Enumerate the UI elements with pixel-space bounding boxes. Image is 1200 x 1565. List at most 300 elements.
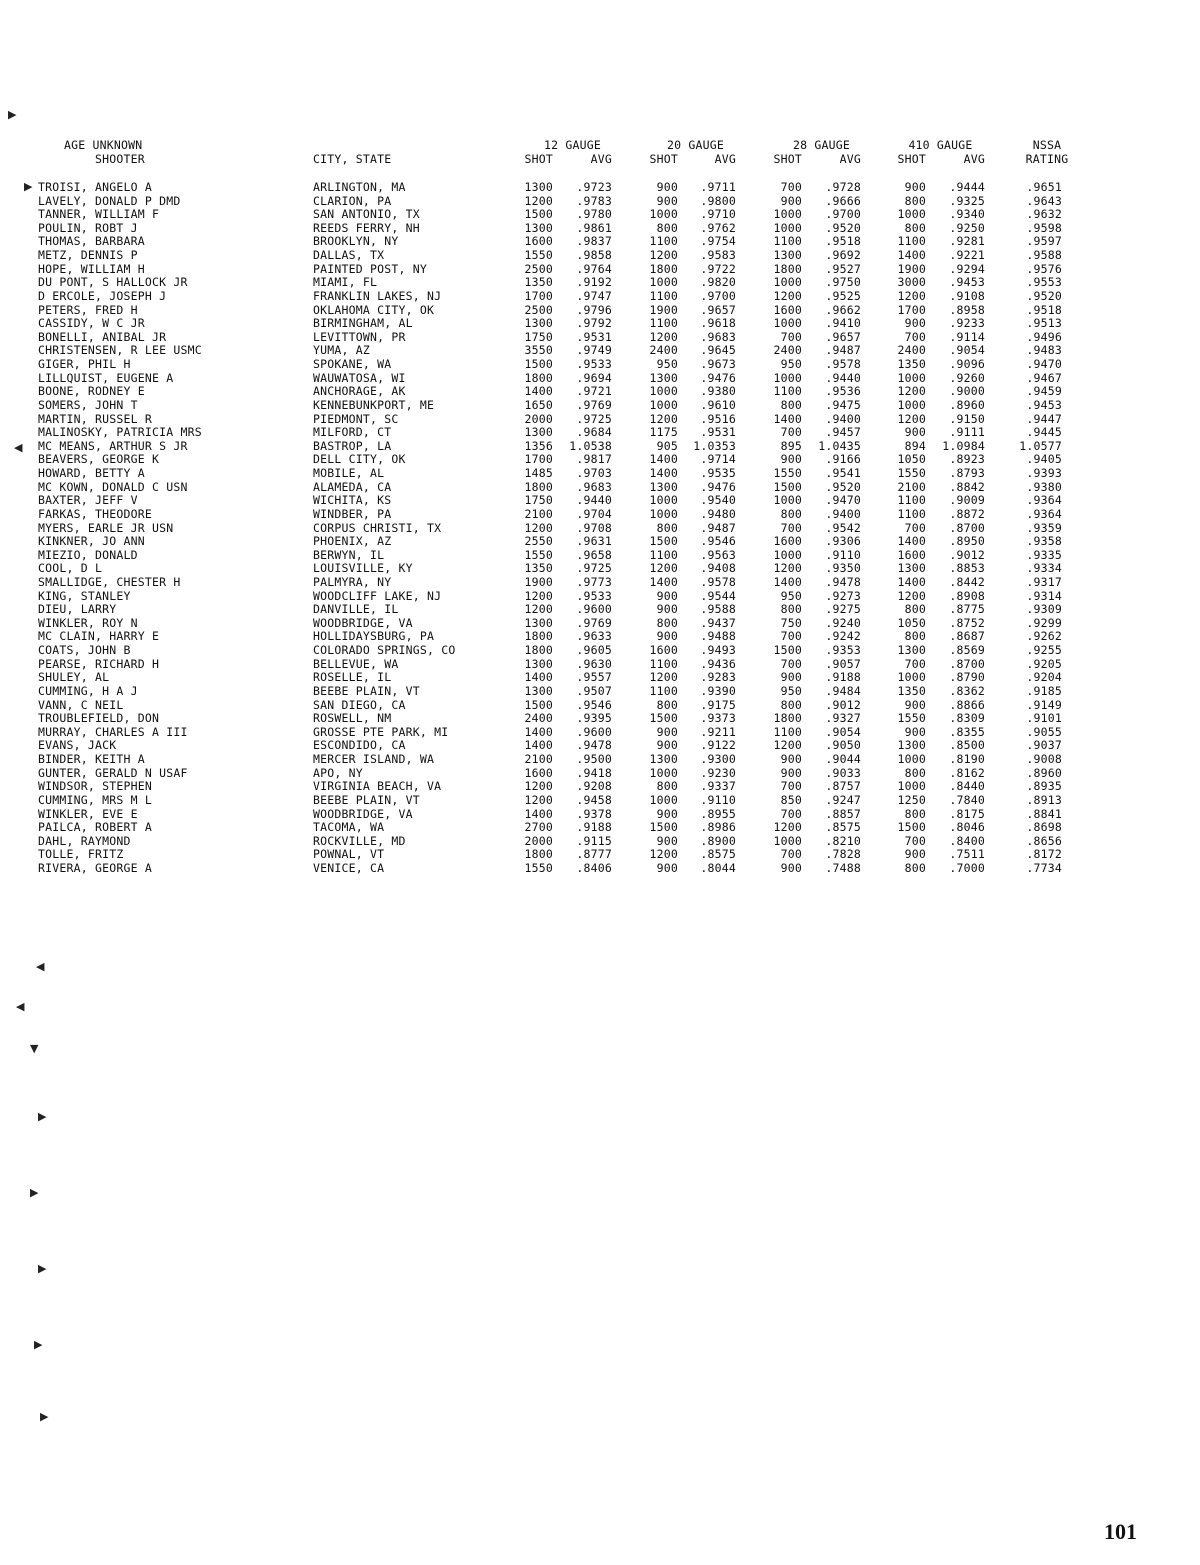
410-gauge-shot: 1550 [897, 711, 926, 726]
410-gauge-shot: 1550 [897, 466, 926, 481]
20-gauge-shot: 1300 [649, 370, 678, 385]
city-state: MILFORD, CT [313, 425, 392, 440]
28-gauge-shot: 1300 [773, 248, 802, 263]
20-gauge-shot: 900 [656, 833, 678, 848]
410-gauge-shot: 1000 [897, 752, 926, 767]
scan-mark: ▶ [34, 1338, 43, 1351]
12-gauge-avg: .9725 [576, 561, 612, 576]
shooter-name: TROISI, ANGELO A [38, 180, 152, 194]
410-gauge-avg: .9054 [949, 343, 985, 358]
28-gauge-avg: .7488 [825, 861, 861, 875]
28-gauge-avg: .9728 [825, 180, 861, 194]
28-gauge-avg: .9750 [825, 275, 861, 290]
28-gauge-shot: 1000 [773, 207, 802, 222]
410-gauge-avg: .9114 [949, 329, 985, 344]
shooter-name: DAHL, RAYMOND [38, 833, 131, 848]
12-gauge-shot: 1600 [524, 765, 553, 780]
scan-mark: ▶ [8, 108, 17, 121]
shooter-name: DIEU, LARRY [38, 602, 117, 617]
nssa-rating: .9149 [1026, 697, 1062, 712]
12-gauge-avg: .9764 [576, 261, 612, 276]
12-gauge-shot: 1485 [524, 466, 553, 481]
table-row [0, 549, 1200, 563]
12-gauge-avg: .9780 [576, 207, 612, 222]
nssa-rating: 1.0577 [1019, 438, 1062, 453]
410-gauge-shot: 1000 [897, 779, 926, 794]
table-row [0, 181, 1200, 195]
12-gauge-shot: 1700 [524, 288, 553, 303]
28-gauge-shot: 950 [780, 683, 802, 698]
410-gauge-avg: .8700 [949, 520, 985, 535]
410-gauge-shot: 900 [904, 316, 926, 331]
12-gauge-avg: .8406 [576, 861, 612, 875]
scan-mark: ◀ [14, 441, 23, 454]
12-gauge-avg: .9208 [576, 779, 612, 794]
12-gauge-avg: .9546 [576, 697, 612, 712]
city-state: BIRMINGHAM, AL [313, 316, 413, 331]
20-gauge-avg: .8044 [700, 861, 736, 875]
28-gauge-avg: .9470 [825, 493, 861, 508]
12-gauge-avg: .9500 [576, 752, 612, 767]
28-gauge-avg: .9166 [825, 452, 861, 467]
410-gauge-avg: .8842 [949, 479, 985, 494]
20-gauge-shot: 900 [656, 724, 678, 739]
12-gauge-avg: .9703 [576, 466, 612, 481]
20-gauge-avg: .9436 [700, 656, 736, 671]
28-gauge-shot: 750 [780, 615, 802, 630]
20-gauge-shot: 1900 [649, 302, 678, 317]
410-gauge-avg: 1.0984 [942, 438, 985, 453]
shooter-name: CHRISTENSEN, R LEE USMC [38, 343, 202, 358]
20-gauge-avg: .9535 [700, 466, 736, 481]
410-gauge-shot: 800 [904, 806, 926, 821]
20-gauge-avg: .9710 [700, 207, 736, 222]
28-gauge-avg: .9054 [825, 724, 861, 739]
scan-mark: ▶ [30, 1186, 39, 1199]
nssa-rating: .9453 [1026, 397, 1062, 412]
shooter-name: KING, STANLEY [38, 588, 131, 603]
shooter-name: METZ, DENNIS P [38, 248, 138, 263]
28-gauge-avg: .9692 [825, 248, 861, 263]
20-gauge-avg: .9714 [700, 452, 736, 467]
scan-mark: ▶ [38, 1110, 47, 1123]
nssa-rating: .9299 [1026, 615, 1062, 630]
410-gauge-shot: 1000 [897, 370, 926, 385]
20-gauge-shot: 1000 [649, 765, 678, 780]
12-gauge-shot: 1700 [524, 452, 553, 467]
28-gauge-avg: .9242 [825, 629, 861, 644]
nssa-rating: .9037 [1026, 738, 1062, 753]
410-gauge-avg: .8950 [949, 534, 985, 549]
12-gauge-avg: .9861 [576, 220, 612, 235]
410-gauge-shot: 1100 [897, 493, 926, 508]
28-gauge-shot: 1550 [773, 466, 802, 481]
410-gauge-shot: 1350 [897, 357, 926, 372]
shooter-name: MALINOSKY, PATRICIA MRS [38, 425, 202, 440]
12-gauge-avg: .9704 [576, 506, 612, 521]
410-gauge-shot: 800 [904, 629, 926, 644]
28-gauge-avg: .9520 [825, 220, 861, 235]
28-gauge-shot: 1100 [773, 384, 802, 399]
410-gauge-avg: .9096 [949, 357, 985, 372]
city-state: CORPUS CHRISTI, TX [313, 520, 442, 535]
28-gauge-shot: 700 [780, 329, 802, 344]
shooter-name: WINDSOR, STEPHEN [38, 779, 152, 794]
shooter-name: KINKNER, JO ANN [38, 534, 145, 549]
12-gauge-avg-header: AVG [590, 152, 612, 166]
12-gauge-avg: .9395 [576, 711, 612, 726]
28-gauge-shot: 950 [780, 588, 802, 603]
12-gauge-avg: .9533 [576, 357, 612, 372]
12-gauge-shot: 1550 [524, 861, 553, 875]
table-row [0, 372, 1200, 386]
12-gauge-shot: 2500 [524, 261, 553, 276]
410-gauge-shot: 1200 [897, 411, 926, 426]
nssa-rating: .8172 [1026, 847, 1062, 862]
12-gauge-shot: 2000 [524, 833, 553, 848]
20-gauge-avg: .9283 [700, 670, 736, 685]
shooter-name: FARKAS, THEODORE [38, 506, 152, 521]
city-state: ANCHORAGE, AK [313, 384, 406, 399]
28-gauge-avg: .9327 [825, 711, 861, 726]
28-gauge-shot: 900 [780, 765, 802, 780]
28-gauge-shot: 1400 [773, 574, 802, 589]
12-gauge-shot: 1356 [524, 438, 553, 453]
12-gauge-avg: .9796 [576, 302, 612, 317]
shooter-name: TROUBLEFIELD, DON [38, 711, 160, 726]
12-gauge-avg: .9600 [576, 602, 612, 617]
city-state: HOLLIDAYSBURG, PA [313, 629, 435, 644]
410-gauge-shot: 900 [904, 847, 926, 862]
table-row [0, 453, 1200, 467]
410-gauge-avg: .8790 [949, 670, 985, 685]
shooter-name: DU PONT, S HALLOCK JR [38, 275, 188, 290]
rating-header: RATING [1025, 152, 1069, 166]
shooter-name: LAVELY, DONALD P DMD [38, 193, 181, 208]
nssa-rating: .9008 [1026, 752, 1062, 767]
410-gauge-shot: 900 [904, 697, 926, 712]
28-gauge-shot: 800 [780, 506, 802, 521]
12-gauge-shot: 1800 [524, 370, 553, 385]
city-state: OKLAHOMA CITY, OK [313, 302, 435, 317]
20-gauge-header: 20 GAUGE [667, 138, 724, 152]
28-gauge-avg: .8757 [825, 779, 861, 794]
410-gauge-avg: .9325 [949, 193, 985, 208]
410-gauge-shot: 1700 [897, 302, 926, 317]
table-row [0, 304, 1200, 318]
20-gauge-avg: .9754 [700, 234, 736, 249]
shooter-name: HOWARD, BETTY A [38, 466, 145, 481]
28-gauge-avg: .9578 [825, 357, 861, 372]
12-gauge-avg: .9378 [576, 806, 612, 821]
shooter-name: SMALLIDGE, CHESTER H [38, 574, 181, 589]
20-gauge-avg: .9516 [700, 411, 736, 426]
shooter-name: D ERCOLE, JOSEPH J [38, 288, 167, 303]
20-gauge-avg: .9722 [700, 261, 736, 276]
nssa-rating: .8698 [1026, 820, 1062, 835]
city-state: WOODCLIFF LAKE, NJ [313, 588, 442, 603]
28-gauge-shot: 1800 [773, 261, 802, 276]
city-state: SAN DIEGO, CA [313, 697, 406, 712]
12-gauge-shot: 1300 [524, 425, 553, 440]
20-gauge-avg: .8986 [700, 820, 736, 835]
city-state: ROCKVILLE, MD [313, 833, 406, 848]
shooter-name: GUNTER, GERALD N USAF [38, 765, 188, 780]
shooter-name: VANN, C NEIL [38, 697, 124, 712]
410-gauge-avg: .9108 [949, 288, 985, 303]
city-state: ESCONDIDO, CA [313, 738, 406, 753]
12-gauge-avg: .9633 [576, 629, 612, 644]
city-state: GROSSE PTE PARK, MI [313, 724, 449, 739]
nssa-rating: .9588 [1026, 248, 1062, 263]
410-gauge-shot: 1900 [897, 261, 926, 276]
20-gauge-avg: .9800 [700, 193, 736, 208]
city-state: WINDBER, PA [313, 506, 392, 521]
20-gauge-shot: 800 [656, 220, 678, 235]
table-row [0, 767, 1200, 781]
28-gauge-avg: .9542 [825, 520, 861, 535]
12-gauge-shot: 1300 [524, 656, 553, 671]
28-gauge-avg: .9240 [825, 615, 861, 630]
shooter-name: MARTIN, RUSSEL R [38, 411, 152, 426]
table-row [0, 276, 1200, 290]
table-row [0, 699, 1200, 713]
shooter-name: MYERS, EARLE JR USN [38, 520, 174, 535]
nssa-header: NSSA [1032, 138, 1062, 152]
20-gauge-shot: 1000 [649, 506, 678, 521]
city-state: BEEBE PLAIN, VT [313, 683, 420, 698]
28-gauge-avg: .9247 [825, 792, 861, 807]
410-gauge-avg: .9260 [949, 370, 985, 385]
12-gauge-shot: 1350 [524, 561, 553, 576]
nssa-rating: .9358 [1026, 534, 1062, 549]
410-gauge-avg: .9453 [949, 275, 985, 290]
shooter-name: MC CLAIN, HARRY E [38, 629, 160, 644]
20-gauge-avg: 1.0353 [693, 438, 736, 453]
table-row [0, 658, 1200, 672]
20-gauge-shot: 1200 [649, 411, 678, 426]
20-gauge-avg: .9300 [700, 752, 736, 767]
20-gauge-avg: .9588 [700, 602, 736, 617]
12-gauge-shot: 1300 [524, 180, 553, 194]
table-row [0, 385, 1200, 399]
410-gauge-avg: .8687 [949, 629, 985, 644]
12-gauge-shot: 1200 [524, 520, 553, 535]
28-gauge-avg: .9525 [825, 288, 861, 303]
20-gauge-shot: 1000 [649, 792, 678, 807]
scan-mark: ▶ [38, 1262, 47, 1275]
410-gauge-avg: .8908 [949, 588, 985, 603]
28-gauge-avg: .9662 [825, 302, 861, 317]
410-gauge-shot: 700 [904, 833, 926, 848]
20-gauge-avg: .9583 [700, 248, 736, 263]
city-state: PHOENIX, AZ [313, 534, 392, 549]
20-gauge-avg: .9110 [700, 792, 736, 807]
28-gauge-avg: .9536 [825, 384, 861, 399]
410-gauge-avg: .9281 [949, 234, 985, 249]
12-gauge-avg: .9418 [576, 765, 612, 780]
city-state: BELLEVUE, WA [313, 656, 399, 671]
nssa-rating: .9447 [1026, 411, 1062, 426]
12-gauge-avg: .9817 [576, 452, 612, 467]
410-gauge-shot: 1300 [897, 643, 926, 658]
28-gauge-avg: .9518 [825, 234, 861, 249]
nssa-rating: .9204 [1026, 670, 1062, 685]
28-gauge-shot: 700 [780, 656, 802, 671]
410-gauge-shot: 800 [904, 220, 926, 235]
table-row [0, 208, 1200, 222]
city-state: MERCER ISLAND, WA [313, 752, 435, 767]
scan-mark: ▼ [30, 1042, 39, 1055]
nssa-rating: .8935 [1026, 779, 1062, 794]
410-gauge-avg: .8309 [949, 711, 985, 726]
20-gauge-shot: 1000 [649, 275, 678, 290]
table-row [0, 739, 1200, 753]
28-gauge-avg: .9657 [825, 329, 861, 344]
28-gauge-avg: .9057 [825, 656, 861, 671]
410-gauge-avg: .7511 [949, 847, 985, 862]
city-state: MIAMI, FL [313, 275, 378, 290]
28-gauge-avg: .9440 [825, 370, 861, 385]
28-gauge-avg: .9475 [825, 397, 861, 412]
nssa-rating: .9055 [1026, 724, 1062, 739]
nssa-rating: .9496 [1026, 329, 1062, 344]
28-gauge-shot: 900 [780, 193, 802, 208]
table-row [0, 481, 1200, 495]
12-gauge-shot: 1300 [524, 615, 553, 630]
410-gauge-shot: 1100 [897, 506, 926, 521]
20-gauge-avg: .9230 [700, 765, 736, 780]
28-gauge-avg: .9527 [825, 261, 861, 276]
28-gauge-avg: .9110 [825, 547, 861, 562]
28-gauge-shot: 1000 [773, 370, 802, 385]
20-gauge-avg: .9493 [700, 643, 736, 658]
20-gauge-shot: 1400 [649, 574, 678, 589]
12-gauge-avg: .9478 [576, 738, 612, 753]
nssa-rating: .9459 [1026, 384, 1062, 399]
nssa-rating: .9405 [1026, 452, 1062, 467]
shooter-name: MC KOWN, DONALD C USN [38, 479, 188, 494]
12-gauge-avg: .9694 [576, 370, 612, 385]
28-gauge-shot: 1400 [773, 411, 802, 426]
410-gauge-avg: .8752 [949, 615, 985, 630]
nssa-rating: .9185 [1026, 683, 1062, 698]
20-gauge-shot: 800 [656, 520, 678, 535]
nssa-rating: .8913 [1026, 792, 1062, 807]
12-gauge-avg: 1.0538 [569, 438, 612, 453]
table-row [0, 535, 1200, 549]
410-gauge-shot: 1100 [897, 234, 926, 249]
table-row [0, 508, 1200, 522]
20-gauge-avg: .9476 [700, 479, 736, 494]
12-gauge-avg: .9783 [576, 193, 612, 208]
20-gauge-avg: .9390 [700, 683, 736, 698]
20-gauge-avg: .9211 [700, 724, 736, 739]
410-gauge-shot: 800 [904, 193, 926, 208]
28-gauge-avg: .9541 [825, 466, 861, 481]
shooter-name: TOLLE, FRITZ [38, 847, 124, 862]
nssa-rating: .9380 [1026, 479, 1062, 494]
410-gauge-avg: .9444 [949, 180, 985, 194]
28-gauge-avg: .9400 [825, 411, 861, 426]
410-gauge-avg: .9250 [949, 220, 985, 235]
12-gauge-header: 12 GAUGE [544, 138, 601, 152]
nssa-rating: .8656 [1026, 833, 1062, 848]
nssa-rating: .9334 [1026, 561, 1062, 576]
28-gauge-avg: .9350 [825, 561, 861, 576]
20-gauge-shot: 1100 [649, 288, 678, 303]
city-state: REEDS FERRY, NH [313, 220, 420, 235]
12-gauge-shot: 1300 [524, 683, 553, 698]
12-gauge-avg: .9792 [576, 316, 612, 331]
28-gauge-avg: .9457 [825, 425, 861, 440]
table-row [0, 685, 1200, 699]
410-gauge-shot: 1350 [897, 683, 926, 698]
12-gauge-shot: 2700 [524, 820, 553, 835]
table-row [0, 671, 1200, 685]
nssa-rating: .9467 [1026, 370, 1062, 385]
nssa-rating: .9651 [1026, 180, 1062, 194]
410-gauge-avg: .8923 [949, 452, 985, 467]
nssa-rating: .8960 [1026, 765, 1062, 780]
12-gauge-shot: 1200 [524, 588, 553, 603]
410-gauge-avg: .8162 [949, 765, 985, 780]
city-state: KENNEBUNKPORT, ME [313, 397, 435, 412]
table-row [0, 630, 1200, 644]
city-state: YUMA, AZ [313, 343, 370, 358]
410-gauge-shot: 800 [904, 861, 926, 875]
shooter-name: COOL, D L [38, 561, 103, 576]
12-gauge-shot: 2100 [524, 506, 553, 521]
20-gauge-shot: 800 [656, 615, 678, 630]
table-row [0, 794, 1200, 808]
410-gauge-avg: .9150 [949, 411, 985, 426]
12-gauge-shot: 1650 [524, 397, 553, 412]
20-gauge-avg: .8575 [700, 847, 736, 862]
table-row [0, 780, 1200, 794]
shooter-name: TANNER, WILLIAM F [38, 207, 160, 222]
28-gauge-avg: .9012 [825, 697, 861, 712]
table-row [0, 413, 1200, 427]
shooter-name: PEARSE, RICHARD H [38, 656, 160, 671]
12-gauge-avg: .9458 [576, 792, 612, 807]
12-gauge-avg: .9747 [576, 288, 612, 303]
shooter-name: CUMMING, MRS M L [38, 792, 152, 807]
shooter-name: BONELLI, ANIBAL JR [38, 329, 167, 344]
20-gauge-shot: 1300 [649, 479, 678, 494]
20-gauge-avg: .9175 [700, 697, 736, 712]
scan-mark: ◀ [36, 960, 45, 973]
20-gauge-avg: .9531 [700, 425, 736, 440]
28-gauge-avg: .9044 [825, 752, 861, 767]
410-gauge-avg: .7000 [949, 861, 985, 875]
12-gauge-avg: .9769 [576, 615, 612, 630]
scan-mark: ▶ [40, 1410, 49, 1423]
city-state: ARLINGTON, MA [313, 180, 406, 194]
table-row [0, 726, 1200, 740]
nssa-rating: .9309 [1026, 602, 1062, 617]
20-gauge-avg: .9540 [700, 493, 736, 508]
20-gauge-avg: .9544 [700, 588, 736, 603]
city-state: LOUISVILLE, KY [313, 561, 413, 576]
12-gauge-shot: 2100 [524, 752, 553, 767]
nssa-rating: .9314 [1026, 588, 1062, 603]
nssa-rating: .9470 [1026, 357, 1062, 372]
20-gauge-shot: 1800 [649, 261, 678, 276]
city-state: BERWYN, IL [313, 547, 385, 562]
410-gauge-avg: .8872 [949, 506, 985, 521]
group-heading: AGE UNKNOWN [64, 138, 143, 152]
